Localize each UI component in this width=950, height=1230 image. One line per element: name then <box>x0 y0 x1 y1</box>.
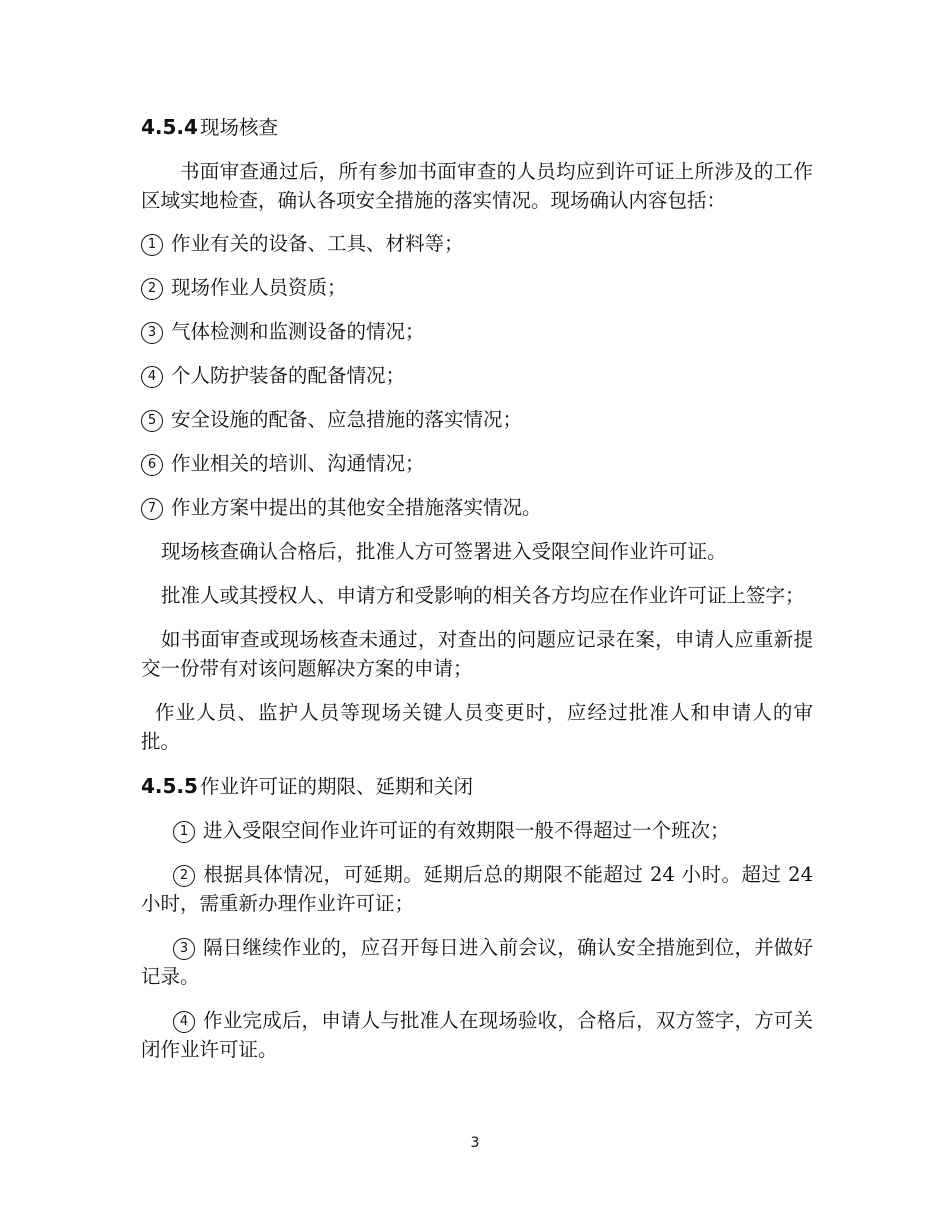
circled-number-marker: 1 <box>173 821 195 843</box>
list-item <box>141 1006 813 1064</box>
list-item <box>141 816 813 845</box>
section-title: 作业许可证的期限、延期和关闭 <box>199 775 473 798</box>
circled-number-marker: 1 <box>141 234 163 256</box>
section-title: 现场核查 <box>199 116 278 139</box>
circled-number-marker: 7 <box>141 498 163 520</box>
circled-number-marker: 4 <box>173 1011 195 1033</box>
circled-number-marker: 4 <box>141 366 163 388</box>
list-item-text: 作业有关的设备、工具、材料等； <box>171 232 464 255</box>
list-item-text: 作业完成后，申请人与批准人在现场验收，合格后，双方签字，方可关闭作业许可证。 <box>141 1009 813 1061</box>
list-item <box>141 860 813 918</box>
note-paragraph: 批准人或其授权人、申请方和受影响的相关各方均应在作业许可证上签字； <box>161 584 805 607</box>
circled-number-marker: 3 <box>141 322 163 344</box>
intro-paragraph: 书面审查通过后，所有参加书面审查的人员均应到许可证上所涉及的工作区域实地检查，确认各项安全措施的落实情况。现场确认内容包括： <box>141 160 813 212</box>
list-item <box>141 273 813 302</box>
circled-number-marker: 3 <box>173 938 195 960</box>
list-item-text: 隔日继续作业的，应召开每日进入前会议，确认安全措施到位，并做好记录。 <box>141 936 813 988</box>
circled-number-marker: 2 <box>173 865 195 887</box>
circled-number-marker: 2 <box>141 278 163 300</box>
list-item <box>141 405 813 434</box>
list-item-text: 气体检测和监测设备的情况； <box>171 320 425 343</box>
page-number: 3 <box>470 1135 480 1151</box>
section-heading-4-5-4 <box>141 112 813 143</box>
circled-number-marker: 5 <box>141 410 163 432</box>
list-item <box>141 449 813 478</box>
list-item-text: 作业方案中提出的其他安全措施落实情况。 <box>171 496 542 519</box>
section-heading-4-5-5 <box>141 771 813 802</box>
note-paragraph: 现场核查确认合格后，批准人方可签署进入受限空间作业许可证。 <box>161 540 727 563</box>
note-paragraph: 如书面审查或现场核查未通过，对查出的问题应记录在案，申请人应重新提交一份带有对该问题解决方案的申请； <box>141 628 813 680</box>
document-body <box>141 112 813 1079</box>
section-number: 4.5.4 <box>141 115 198 139</box>
list-item-text: 个人防护装备的配备情况； <box>171 364 406 387</box>
list-item-text: 现场作业人员资质； <box>171 276 347 299</box>
list-item <box>141 493 813 522</box>
note-paragraph: 作业人员、监护人员等现场关键人员变更时，应经过批准人和申请人的审批。 <box>141 701 813 753</box>
list-item-text: 进入受限空间作业许可证的有效期限一般不得超过一个班次； <box>203 819 730 842</box>
section-number: 4.5.5 <box>141 774 198 798</box>
list-item <box>141 933 813 991</box>
list-item-text: 作业相关的培训、沟通情况； <box>171 452 425 475</box>
list-item <box>141 317 813 346</box>
list-item <box>141 361 813 390</box>
list-item-text: 根据具体情况，可延期。延期后总的期限不能超过 24 小时。超过 24 小时，需重新办理作业许可证； <box>141 863 813 915</box>
list-item-text: 安全设施的配备、应急措施的落实情况； <box>171 408 523 431</box>
list-item <box>141 229 813 258</box>
circled-number-marker: 6 <box>141 454 163 476</box>
